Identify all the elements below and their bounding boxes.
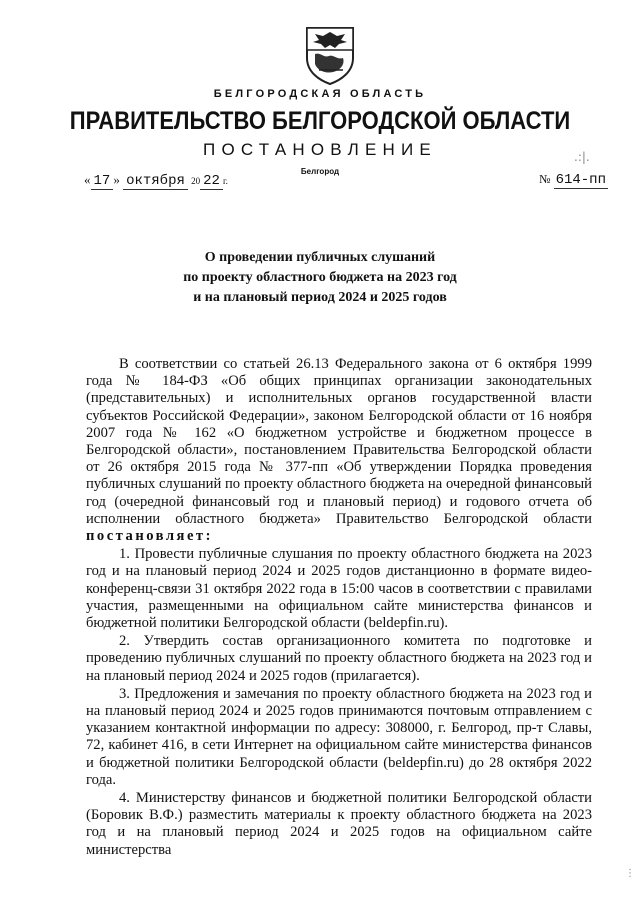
document-body (86, 356, 592, 859)
document-title (0, 248, 640, 308)
paragraph-item-2: 2. Утвердить состав организационного комитета по подготовке и проведению публичных слушаний по проекту областного бюджета на 2023 год и на плановый период 2024 и 2025 годов (прилагается). (86, 633, 592, 684)
region-heading: БЕЛГОРОДСКАЯ ОБЛАСТЬ (213, 88, 427, 100)
paragraph-item-1: 1. Провести публичные слушания по проекту областного бюджета на 2023 год и на плановый период 2024 и 2025 годов дистанционно в формате видео-конференц-связи 31 октября 2022 года в 15:00 часов в соответствии с правилами участия, размещенными на официальном сайте министерства финансов и бюджетной политики Белгородской области (beldepfin.ru). (86, 546, 592, 632)
date-year-suffix: 22 (200, 173, 223, 190)
preamble-paragraph (86, 356, 592, 545)
decrees-word: постановляет: (86, 528, 213, 545)
scan-mark: ⋮ (625, 868, 635, 879)
date-month: октября (123, 173, 188, 190)
scan-mark: .:|. (574, 150, 590, 164)
government-heading: ПРАВИТЕЛЬСТВО БЕЛГОРОДСКОЙ ОБЛАСТИ (69, 106, 571, 135)
date-close-quote: » (113, 172, 120, 187)
date-year-prefix: 20 (191, 176, 201, 186)
date-open-quote: « (84, 172, 91, 187)
paragraph-item-4: 4. Министерству финансов и бюджетной политики Белгородской области (Боровик В.Ф.) разместить материалы к проекту областного бюджета на 2023 год и на плановый период 2024 и 2025 годов на официальном сайте министерства (86, 790, 592, 858)
date-year-unit: г. (222, 176, 228, 186)
number-label: № (539, 172, 551, 186)
paragraph-item-3: 3. Предложения и замечания по проекту областного бюджета на 2023 год и на плановый период 2024 и 2025 годов принимаются почтовым отправлением с указанием контактной информации по адресу: 308000, г. Белгород, пр-т Славы, 72, кабинет 416, в сети Интернет на официальном сайте министерства финансов и бюджетной политики Белгородской области (beldepfin.ru) до 28 октября 2022 года. (86, 685, 592, 788)
title-line: по проекту областного бюджета на 2023 год (183, 270, 457, 285)
preamble-text: В соответствии со статьей 26.13 Федерального закона от 6 октября 1999 года № 184-ФЗ «Об общих принципах организации законодательных (представительных) и исполнительных органов государственной власти субъектов Российской Федерации», законом Белгородской области от 16 ноября 2007 года № 162 «О бюджетном устройстве и бюджетном процессе в Белгородской области», постановлением Правительства Белгородской области от 26 октября 2015 года № 377-пп «Об утверждении Порядка проведения публичных слушаний по проекту областного бюджета на очередной финансовый год (очередной финансовый год и плановый период) и годового отчета об исполнении областного бюджета» Правительство Белгородской области (86, 356, 592, 527)
city-label: Белгород (300, 167, 340, 176)
title-line: и на плановый период 2024 и 2025 годов (193, 290, 447, 305)
document-number (539, 172, 608, 188)
number-value: 614-пп (555, 172, 606, 188)
date-day: 17 (91, 173, 114, 190)
coat-of-arms-emblem (303, 24, 357, 86)
document-type: ПОСТАНОВЛЕНИЕ (203, 140, 437, 159)
title-line: О проведении публичных слушаний (204, 250, 436, 265)
date-line (84, 172, 228, 189)
